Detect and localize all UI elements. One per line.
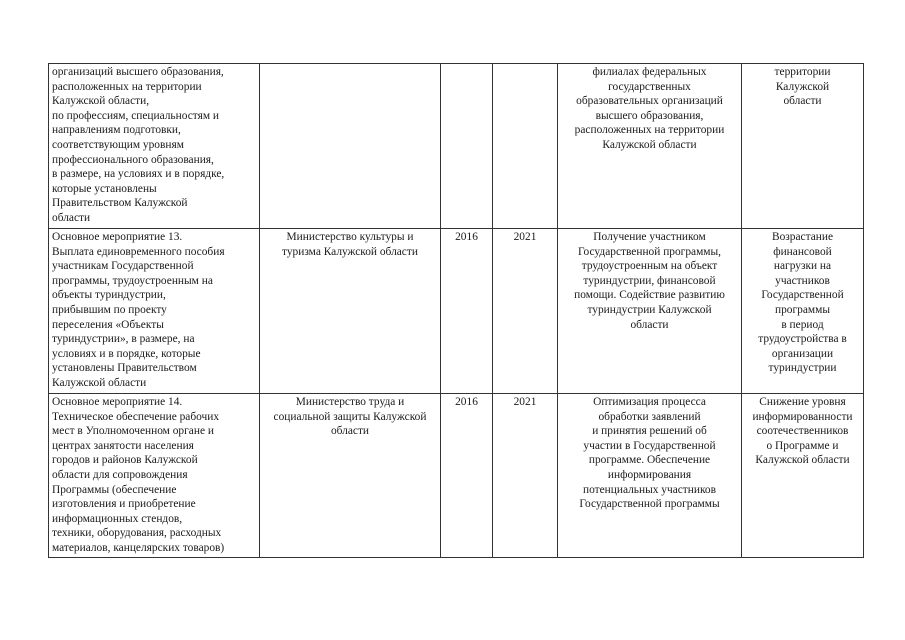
table-row [49,64,864,229]
executor-cell: Министерство культуры и туризма Калужской области [260,229,441,394]
program-measures-table [48,63,864,558]
start-year-cell: 2016 [441,394,493,558]
start-year-cell: 2016 [441,229,493,394]
table-row [49,394,864,558]
executor-cell [260,64,441,229]
expected-result-cell: филиалах федеральных государственных образовательных организаций высшего образования, расположенных на территории Калужской области [558,64,742,229]
table-row [49,229,864,394]
consequence-cell: Возрастание финансовой нагрузки на участников Государственной программы в период трудоустройства в организации туриндустрии [742,229,864,394]
measure-description-cell: организаций высшего образования, расположенных на территории Калужской области, по профессиям, специальностям и направлениям подготовки, соответствующим уровням профессионального образования, в размере, на условиях и в порядке, которые установлены Правительством Калужской области [49,64,260,229]
consequence-cell: территории Калужской области [742,64,864,229]
end-year-cell: 2021 [493,229,558,394]
measure-description-cell: Основное мероприятие 14. Техническое обеспечение рабочих мест в Уполномоченном органе и центрах занятости населения городов и районов Калужской области для сопровождения Программы (обеспечение изготовления и приобретение информационных стендов, техники, оборудования, расходных материалов, канцелярских товаров) [49,394,260,558]
start-year-cell [441,64,493,229]
measure-description-cell: Основное мероприятие 13. Выплата единовременного пособия участникам Государственной программы, трудоустроенным на объекты туриндустрии, прибывшим по проекту переселения «Объекты туриндустрии», в размере, на условиях и в порядке, которые установлены Правительством Калужской области [49,229,260,394]
end-year-cell [493,64,558,229]
executor-cell: Министерство труда и социальной защиты Калужской области [260,394,441,558]
expected-result-cell: Оптимизация процесса обработки заявлений и принятия решений об участии в Государственной программе. Обеспечение информирования потенциальных участников Государственной программы [558,394,742,558]
end-year-cell: 2021 [493,394,558,558]
expected-result-cell: Получение участником Государственной программы, трудоустроенным на объект туриндустрии, финансовой помощи. Содействие развитию туриндустрии Калужской области [558,229,742,394]
consequence-cell: Снижение уровня информированности соотечественников о Программе и Калужской области [742,394,864,558]
